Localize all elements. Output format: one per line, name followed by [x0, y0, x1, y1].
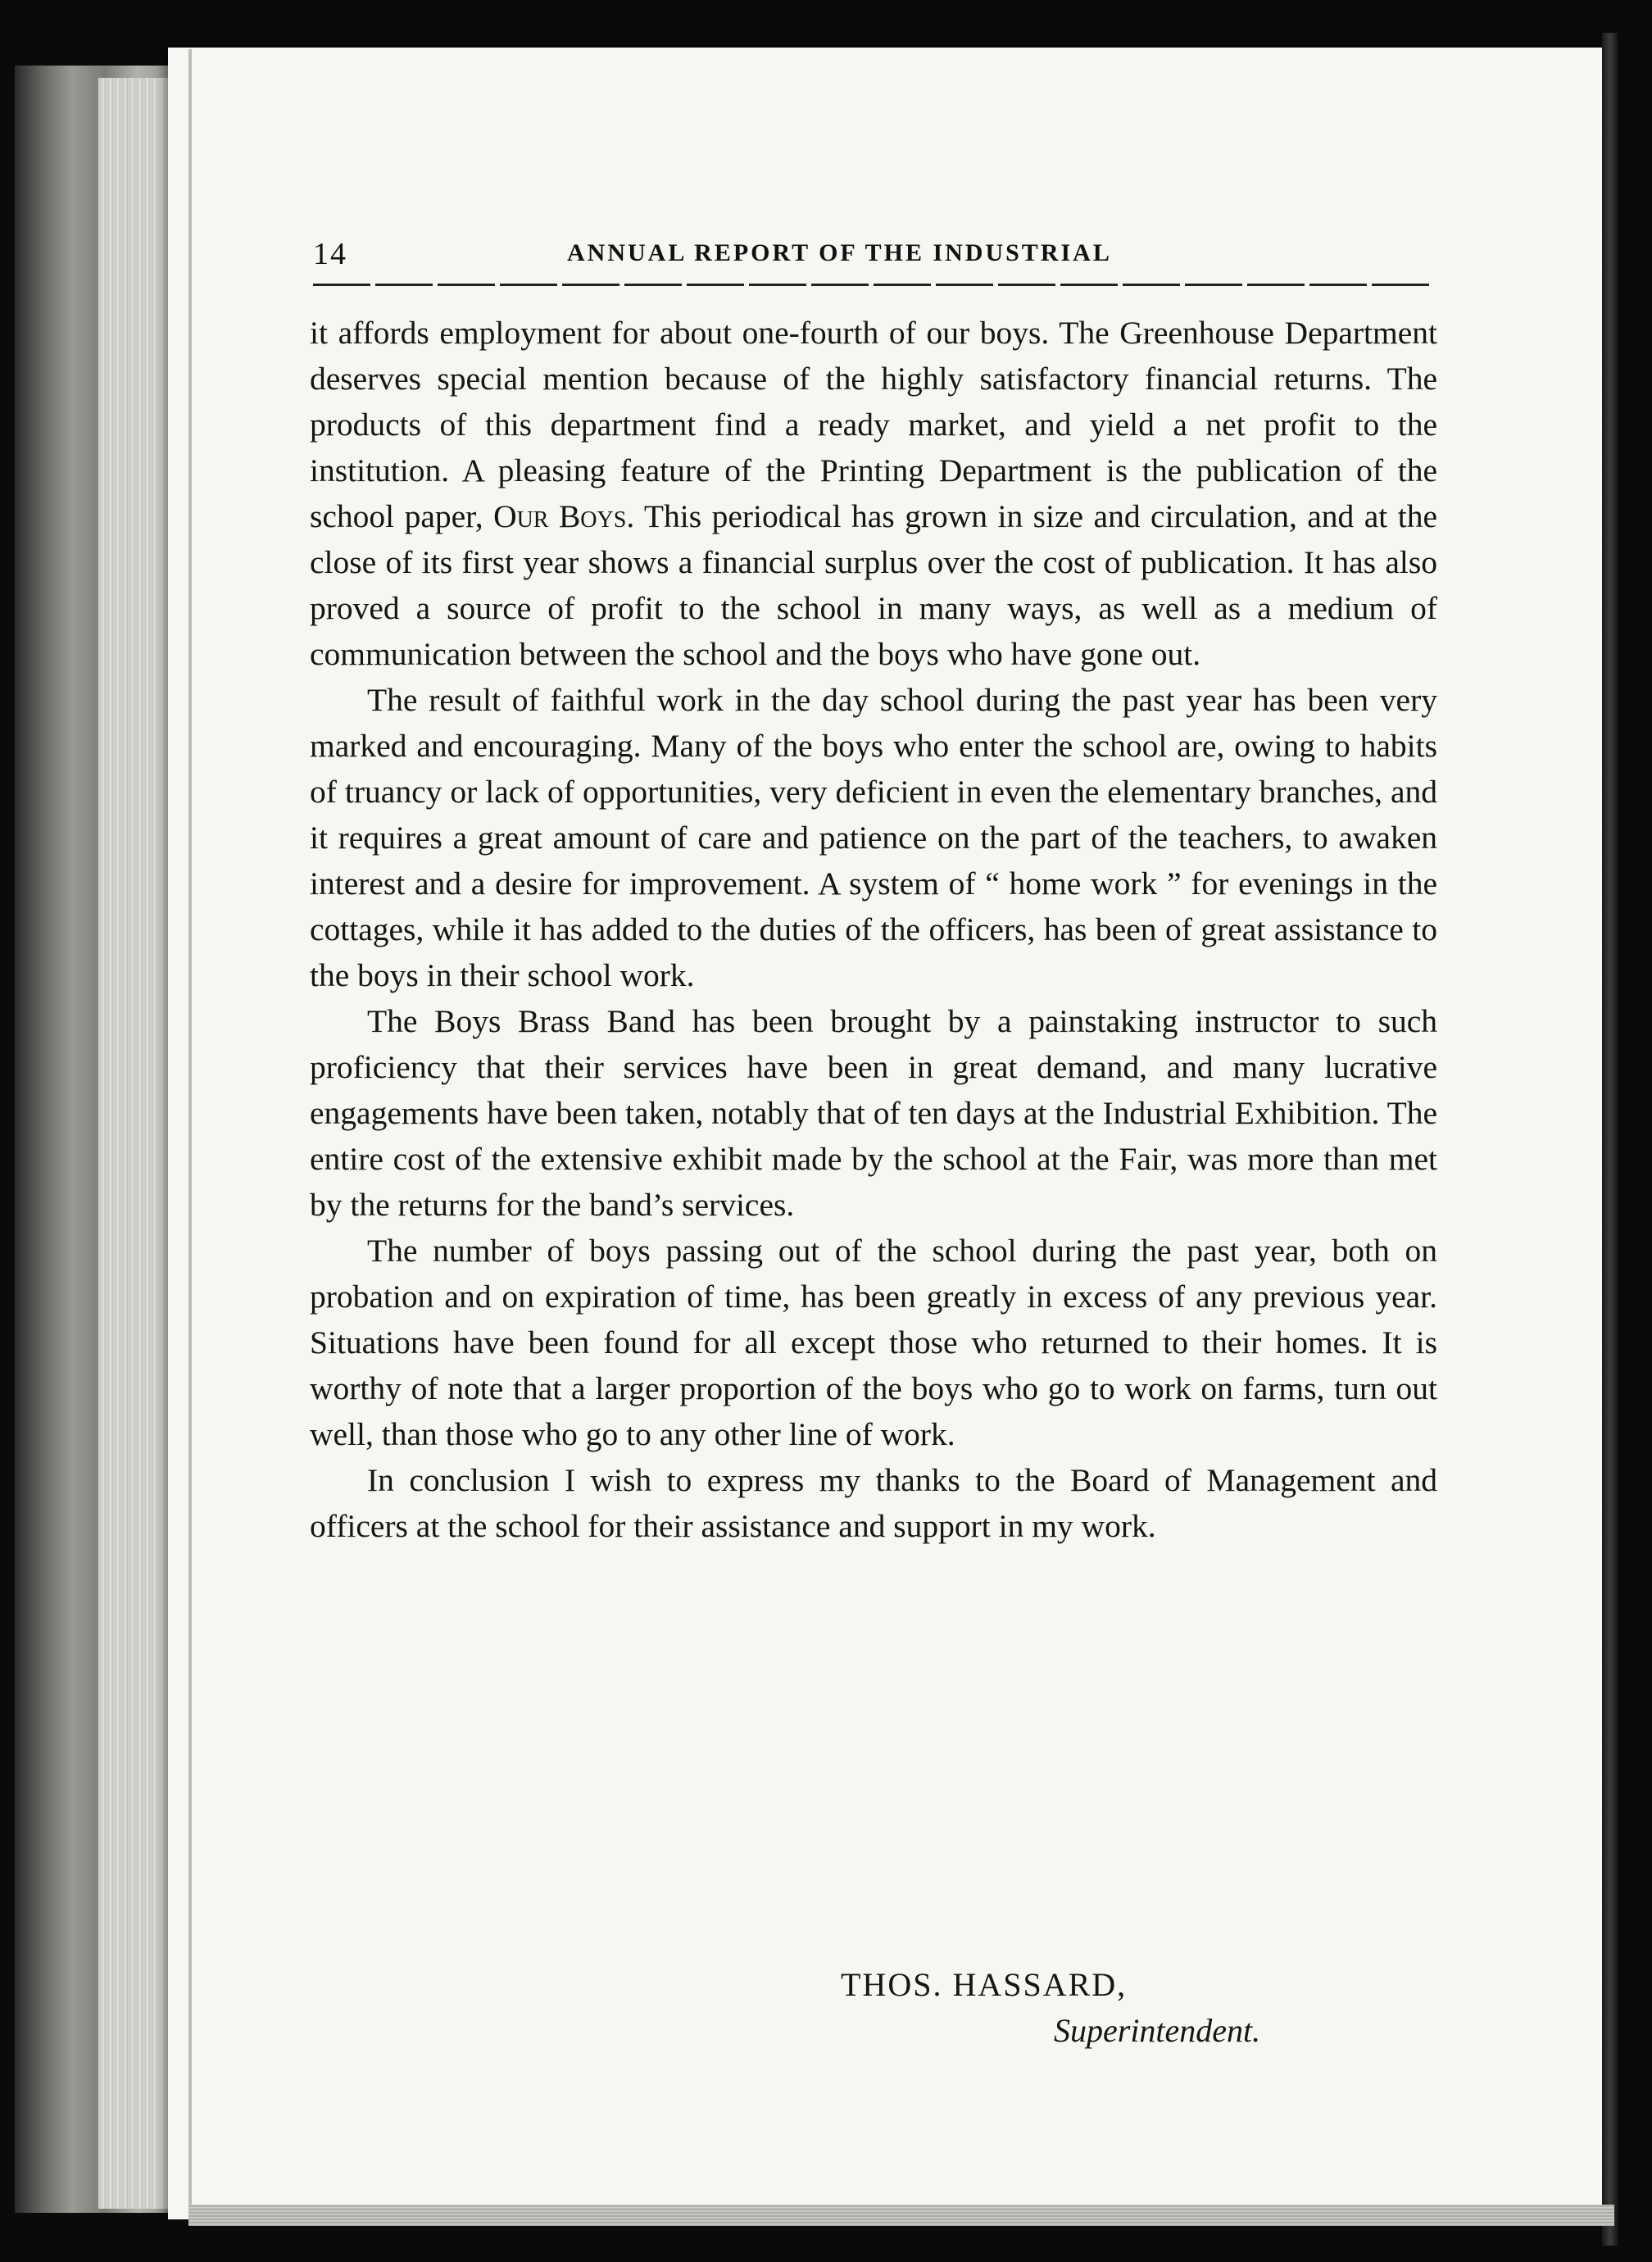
- bottom-page-edge: [188, 2205, 1614, 2226]
- right-page-edge: [1602, 33, 1618, 2246]
- paragraph-1-part-b: . This periodical has grown in size and circulation, and at the close of its first year shows a financial surplus over the cost of publication. It has also proved a source of profit to the school in many ways, as well as a medium of communication between the school and the boys who have gone out.: [310, 498, 1437, 672]
- paper-title: Our Boys: [493, 498, 627, 534]
- paragraph-4: The number of boys passing out of the school during the past year, both on probation and on expiration of time, has been greatly in excess of any previous year. Situations have been found for all except those who returned to their homes. It is worthy of note that a larger proportion of the boys who go to work on farms, turn out well, than those who go to any other line of work.: [310, 1233, 1437, 1452]
- header-rule: [313, 284, 1432, 286]
- signature-title: Superintendent.: [1054, 2012, 1261, 2049]
- paragraph-5: In conclusion I wish to express my thanks to the Board of Management and officers at the school for their assistance and support in my work.: [310, 1462, 1437, 1544]
- page-number: 14: [313, 237, 347, 271]
- running-head-title: ANNUAL REPORT OF THE INDUSTRIAL: [567, 239, 1112, 266]
- paragraph-1: [310, 310, 1437, 677]
- paragraph-2: The result of faithful work in the day school during the past year has been very marked and encouraging. Many of the boys who enter the school are, owing to habits of truancy or lack of opportunities, very deficient in even the elementary branches, and it requires a great amount of care and patience on the part of the teachers, to awaken interest and a desire for improvement. A system of “ home work ” for evenings in the cottages, while it has added to the duties of the officers, has been of great assistance to the boys in their school work.: [310, 682, 1437, 993]
- paragraph-1-part-a: it affords employment for about one-fourth of our boys. The Greenhouse Department deserves special mention because of the highly satisfactory financial returns. The products of this department find a ready market, and yield a net profit to the institution. A pleasing feature of the Printing Department is the publication of the school paper,: [310, 315, 1437, 534]
- paragraph-3: The Boys Brass Band has been brought by a painstaking instructor to such proficiency that their services have been in great demand, and many lucrative engagements have been taken, notably that of ten days at the Industrial Exhibition. The entire cost of the extensive exhibit made by the school at the Fair, was more than met by the returns for the band’s services.: [310, 1003, 1437, 1223]
- gutter-line: [188, 49, 192, 2213]
- running-head: [313, 236, 1432, 285]
- signature-name: THOS. HASSARD,: [841, 1966, 1128, 2003]
- body-text: [310, 310, 1437, 1549]
